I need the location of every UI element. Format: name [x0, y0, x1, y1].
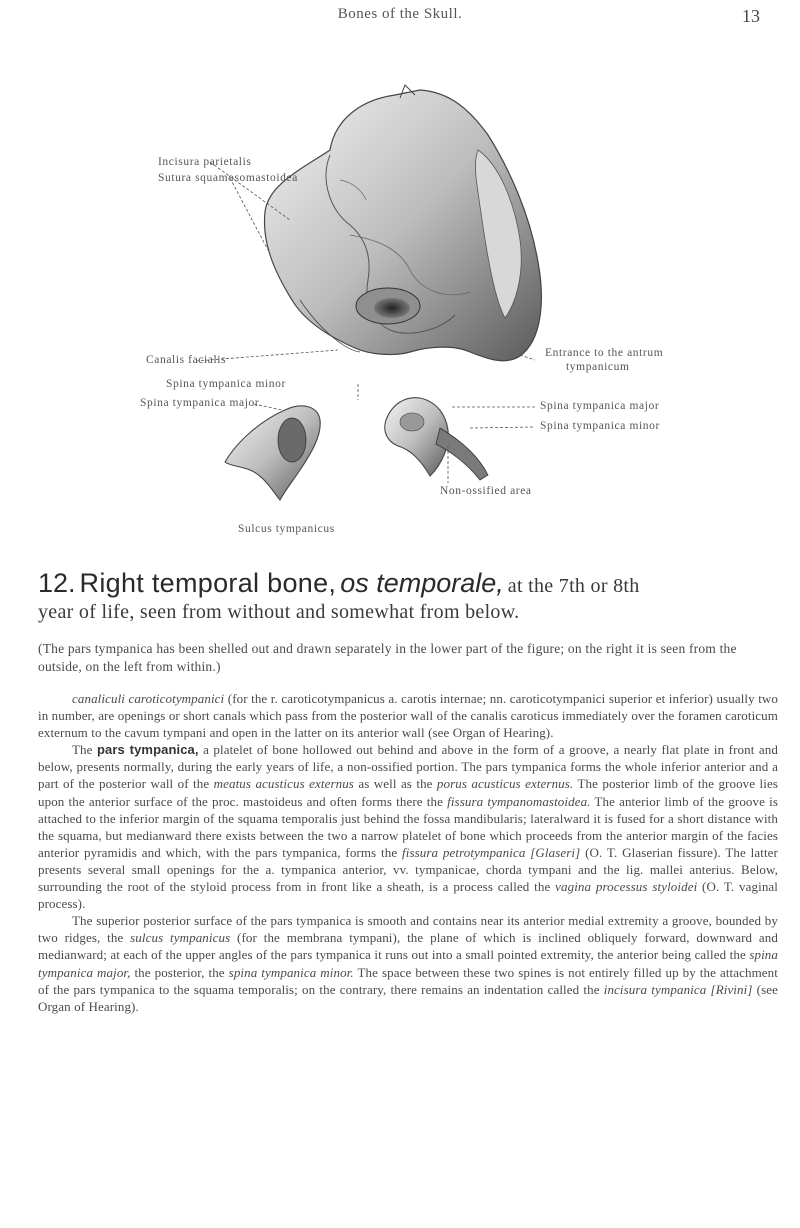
label-spina-tympanica-minor-top: Spina tympanica minor — [166, 378, 286, 390]
caption-number: 12. — [38, 568, 76, 598]
label-incisura-parietalis: Incisura parietalis — [158, 156, 252, 168]
label-non-ossified-area: Non-ossified area — [440, 485, 532, 497]
label-spina-tympanica-major-left: Spina tympanica major — [140, 397, 260, 409]
label-entrance-antrum-2: tympanicum — [566, 361, 630, 373]
caption-rest: at the 7th or 8th — [507, 575, 640, 597]
para3-term-incisura: incisura tympanica [Rivini] — [603, 981, 753, 997]
caption-line2: year of life, seen from without and somewhat from below. — [38, 601, 520, 623]
page-number: 13 — [742, 6, 760, 26]
paragraph-pars-tympanica — [38, 741, 778, 912]
para1-text: (for the r. caroticotympanicus a. carotis internae; nn. caroticotympanici superior et inferior) usually two in number, are openings or short canals which pass from the posterior wall of the canalis caroticus immediately over the foramen caroticum externum to the cavum tympani and open in the latter on its anterior wall (see Organ of Hearing). — [38, 691, 778, 741]
para2-t6: The posterior limb of the groove lies upon the anterior surface of the proc. mastoideus and often forms there the — [38, 776, 778, 809]
label-canalis-facialis: Canalis facialis — [146, 354, 227, 366]
para2-t4: as well as the — [353, 776, 437, 792]
label-spina-tympanica-minor-right: Spina tympanica minor — [540, 420, 660, 432]
temporal-bone-figure — [0, 0, 800, 560]
para3-t2: (for the membrana tympani), the plane of which is inclined obliquely forward, downward and medianward; at each of the upper angles of the pars tympanica it runs out into a small pointed extremity, the anterior being called the — [38, 930, 778, 963]
para2-t10: (O. T. Glaserian fissure). The latter presents several small openings for the a. tympanica anterior, vv. tympanicae, chorda tympani and the lig. mallei anterius. Below, surrounding the root of the styloid process from in front like a sheath, is a process called the — [38, 844, 778, 895]
para3-t8: (see Organ of Hearing). — [38, 981, 778, 1014]
para2-t12: (O. T. vaginal process). — [38, 879, 778, 912]
body-text — [38, 690, 778, 1015]
para2-term-porus: porus acusticus externus. — [436, 776, 574, 792]
para3-t4: the posterior, the — [130, 964, 229, 980]
figure-note: (The pars tympanica has been shelled out and drawn separately in the lower part of the figure; on the right it is seen from the outside, on the left from within.) — [38, 641, 737, 674]
label-spina-tympanica-major-right: Spina tympanica major — [540, 400, 660, 412]
para1-term: canaliculi caroticotympanici — [72, 691, 225, 706]
paragraph-superior-surface — [38, 912, 778, 1015]
para3-t0: The superior posterior surface of the pars tympanica is smooth and contains near its anterior medial extremity a groove, bounded by two ridges, the — [38, 913, 778, 946]
para2-t8: The anterior limb of the groove is attached to the inferior margin of the squama temporalis just behind the fossa mandibularis; lateralward it is fused for a short distance with the squama, but medianward there exists between the two a narrow platelet of bone which proceeds from the anterior margin of the facies anterior pyramidis and which, with the pars tympanica, forms the — [38, 793, 778, 860]
para3-t6: The space between these two spines is not entirely filled up by the attachment of the pars tympanica to the squama temporalis; on the contrary, there remains an indentation called the — [38, 964, 778, 997]
figure-caption — [38, 568, 778, 624]
tympanic-ring-left-drawing — [225, 406, 320, 500]
tympanic-ring-right-drawing — [385, 398, 488, 480]
bone-illustration — [0, 0, 800, 560]
label-entrance-antrum-1: Entrance to the antrum — [545, 347, 664, 359]
para3-term-sulcus: sulcus tympanicus — [130, 930, 231, 946]
paragraph-canaliculi — [38, 690, 778, 741]
para2-t2: a platelet of bone hollowed out behind and above in the form of a groove, a nearly flat plate in front and below, presents normally, during the early years of life, a non-ossified portion. The pars tympanica forms the whole inferior anterior and a part of the posterior wall of the — [38, 742, 778, 792]
para2-t0: The — [72, 742, 97, 758]
caption-title: Right temporal bone, — [79, 568, 337, 598]
label-sutura-squamosomastoidea: Sutura squamosomastoidea — [158, 172, 298, 184]
para2-term-meatus: meatus acusticus externus — [213, 776, 354, 792]
para2-term-fissura-tm: fissura tympanomastoidea. — [447, 793, 591, 809]
para2-term-pars: pars tympanica, — [96, 742, 199, 758]
running-head: Bones of the Skull. — [337, 6, 463, 22]
para3-term-minor: spina tympanica minor. — [228, 964, 354, 980]
para3-term-major: spina tympanica major, — [38, 947, 778, 980]
label-sulcus-tympanicus: Sulcus tympanicus — [238, 523, 335, 535]
temporal-bone-drawing — [264, 85, 541, 361]
para2-term-fissura-pt: fissura petrotympanica [Glaseri] — [402, 844, 581, 860]
caption-latin: os temporale, — [340, 568, 504, 598]
para2-term-vagina: vagina processus styloidei — [555, 879, 698, 895]
